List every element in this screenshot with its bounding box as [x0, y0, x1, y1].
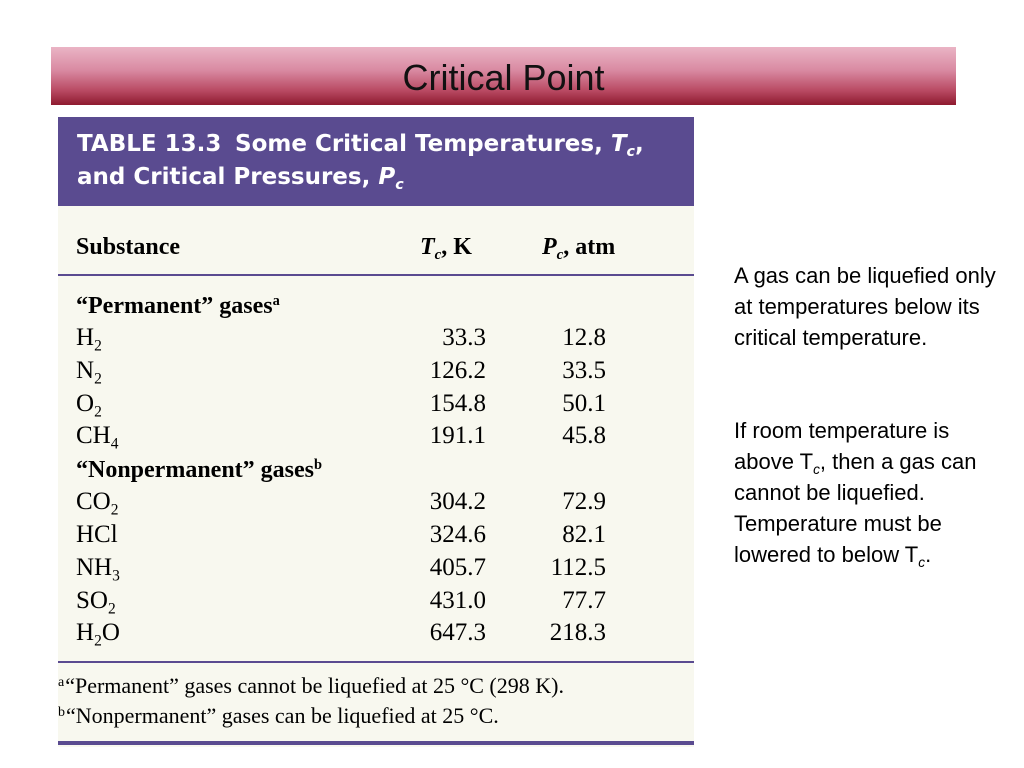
col-tc-unit: , K	[441, 234, 472, 260]
symbol-P: P	[378, 164, 396, 190]
group-nonpermanent-label: “Nonpermanent” gases	[76, 457, 314, 483]
substance-name: $H_2$	[76, 324, 102, 355]
para2-part-a: If room temperature is above T	[734, 418, 950, 474]
group-nonpermanent	[76, 457, 322, 484]
table-title-part1: Some Critical Temperatures,	[235, 131, 611, 157]
pc-value: 45.8	[562, 422, 606, 449]
table-row	[58, 422, 694, 454]
footnote-a-mark: a	[58, 675, 65, 690]
pc-value: 72.9	[562, 488, 606, 515]
group-permanent-label: “Permanent” gases	[76, 293, 273, 319]
pc-value: 82.1	[562, 521, 606, 548]
substance-name: $CO_2$	[76, 488, 119, 519]
col-pc-symbol: P	[542, 234, 557, 260]
table-row	[58, 488, 694, 520]
tc-value: 154.8	[429, 390, 486, 417]
tc-value: 431.0	[429, 587, 486, 614]
col-header-tc	[420, 234, 472, 264]
col-pc-unit: , atm	[563, 234, 616, 260]
slide-title: Critical Point	[402, 57, 605, 98]
table-row	[58, 521, 694, 553]
table-row	[58, 554, 694, 586]
substance-name: $CH_4$	[76, 422, 119, 453]
slide-title-bar	[51, 47, 956, 105]
table-row	[58, 619, 694, 651]
footnote-a-text: “Permanent” gases cannot be liquefied at 25 °C (298 K).	[65, 673, 564, 698]
footnote-b-mark: b	[58, 705, 65, 720]
symbol-T: T	[610, 131, 627, 157]
col-header-substance: Substance	[76, 234, 181, 260]
pc-value: 33.5	[562, 357, 606, 384]
substance-name: $SO_2$	[76, 587, 116, 618]
substance-name: $H_2O$	[76, 619, 120, 650]
symbol-T-sub: c	[626, 143, 635, 160]
tc-value: 191.1	[429, 422, 486, 449]
table-title-comma: ,	[635, 131, 644, 157]
tc-value: 405.7	[429, 554, 486, 581]
tc-value: 304.2	[429, 488, 486, 515]
pc-value: 77.7	[562, 587, 606, 614]
table-row	[58, 324, 694, 356]
footnote-a	[58, 673, 564, 699]
group-permanent-mark: a	[272, 293, 280, 310]
para2-sub-c1: c	[813, 461, 820, 477]
table-row	[58, 390, 694, 422]
side-paragraph-2	[734, 415, 1014, 570]
substance-name: $O_2$	[76, 390, 102, 421]
footnote-b	[58, 703, 499, 729]
tc-value: 647.3	[429, 619, 486, 646]
header-rule	[58, 274, 694, 276]
table-number: TABLE 13.3	[77, 131, 222, 157]
pc-value: 50.1	[562, 390, 606, 417]
table-header-line1	[77, 131, 644, 160]
tc-value: 324.6	[429, 521, 486, 548]
group-permanent	[76, 293, 280, 320]
bottom-rule	[58, 741, 694, 745]
table-header-line2	[77, 164, 404, 193]
table-title-part2: and Critical Pressures,	[77, 164, 379, 190]
para2-part-b: , then a gas can cannot be liquefied. Temperature must be lowered to below T	[734, 449, 977, 567]
footnote-rule	[58, 661, 694, 663]
table-header	[58, 117, 694, 206]
col-tc-sub: c	[434, 247, 442, 264]
para2-part-c: .	[925, 542, 932, 567]
tc-value: 33.3	[442, 324, 486, 351]
col-pc-sub: c	[556, 247, 564, 264]
substance-name: $NH_3$	[76, 554, 120, 585]
substance-name: HCl	[76, 521, 118, 548]
tc-value: 126.2	[429, 357, 486, 384]
para2-sub-c2: c	[918, 554, 926, 570]
symbol-P-sub: c	[395, 176, 404, 193]
pc-value: 112.5	[550, 554, 606, 581]
table-row	[58, 357, 694, 389]
col-tc-symbol: T	[420, 234, 435, 260]
critical-table	[58, 117, 694, 747]
group-nonpermanent-mark: b	[314, 457, 323, 474]
substance-name: $N_2$	[76, 357, 102, 388]
col-header-pc	[542, 234, 616, 264]
side-paragraph-1: A gas can be liquefied only at temperatures below its critical temperature.	[734, 263, 996, 350]
footnote-b-text: “Nonpermanent” gases can be liquefied at 25 °C.	[66, 703, 499, 728]
pc-value: 12.8	[562, 324, 606, 351]
pc-value: 218.3	[549, 619, 606, 646]
table-row	[58, 587, 694, 619]
